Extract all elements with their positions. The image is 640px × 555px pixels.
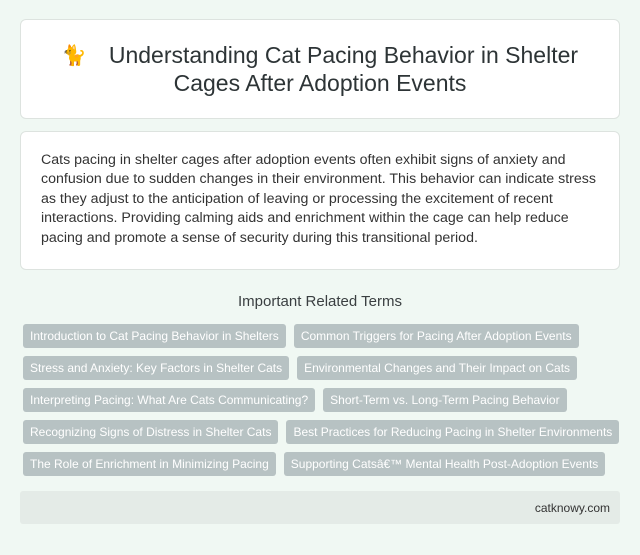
related-term-tag[interactable]: Introduction to Cat Pacing Behavior in Shelters — [23, 324, 286, 348]
related-term-tag[interactable]: Stress and Anxiety: Key Factors in Shelter Cats — [23, 356, 289, 380]
related-term-tag[interactable]: Best Practices for Reducing Pacing in Shelter Environments — [286, 420, 619, 444]
related-terms-heading: Important Related Terms — [238, 293, 402, 310]
related-term-tag[interactable]: Environmental Changes and Their Impact on Cats — [297, 356, 577, 380]
related-term-tag[interactable]: Interpreting Pacing: What Are Cats Communicating? — [23, 388, 315, 412]
footer — [20, 491, 620, 524]
related-terms-list — [20, 324, 620, 476]
related-term-tag[interactable]: Short-Term vs. Long-Term Pacing Behavior — [323, 388, 566, 412]
page-title — [51, 41, 589, 97]
related-term-tag[interactable]: Supporting Catsâ€™ Mental Health Post-Adoption Events — [284, 452, 606, 476]
footer-site-link[interactable]: catknowy.com — [534, 500, 610, 515]
related-term-tag[interactable]: Common Triggers for Pacing After Adoption Events — [294, 324, 579, 348]
description-card — [20, 131, 620, 270]
description-text: Cats pacing in shelter cages after adoption events often exhibit signs of anxiety and confusion due to sudden changes in their environment. This behavior can indicate stress as they adjust to the anticipation of leaving or processing the excitement of recent interactions. Providing calming aids and enrichment within the cage can help reduce pacing and promote a sense of security during this transitional period. — [41, 152, 596, 246]
page-title-text: Understanding Cat Pacing Behavior in Shelter Cages After Adoption Events — [108, 42, 579, 96]
cat-icon: 🐈 — [61, 43, 87, 67]
related-term-tag[interactable]: The Role of Enrichment in Minimizing Pacing — [23, 452, 276, 476]
title-card — [20, 19, 620, 119]
related-term-tag[interactable]: Recognizing Signs of Distress in Shelter Cats — [23, 420, 278, 444]
